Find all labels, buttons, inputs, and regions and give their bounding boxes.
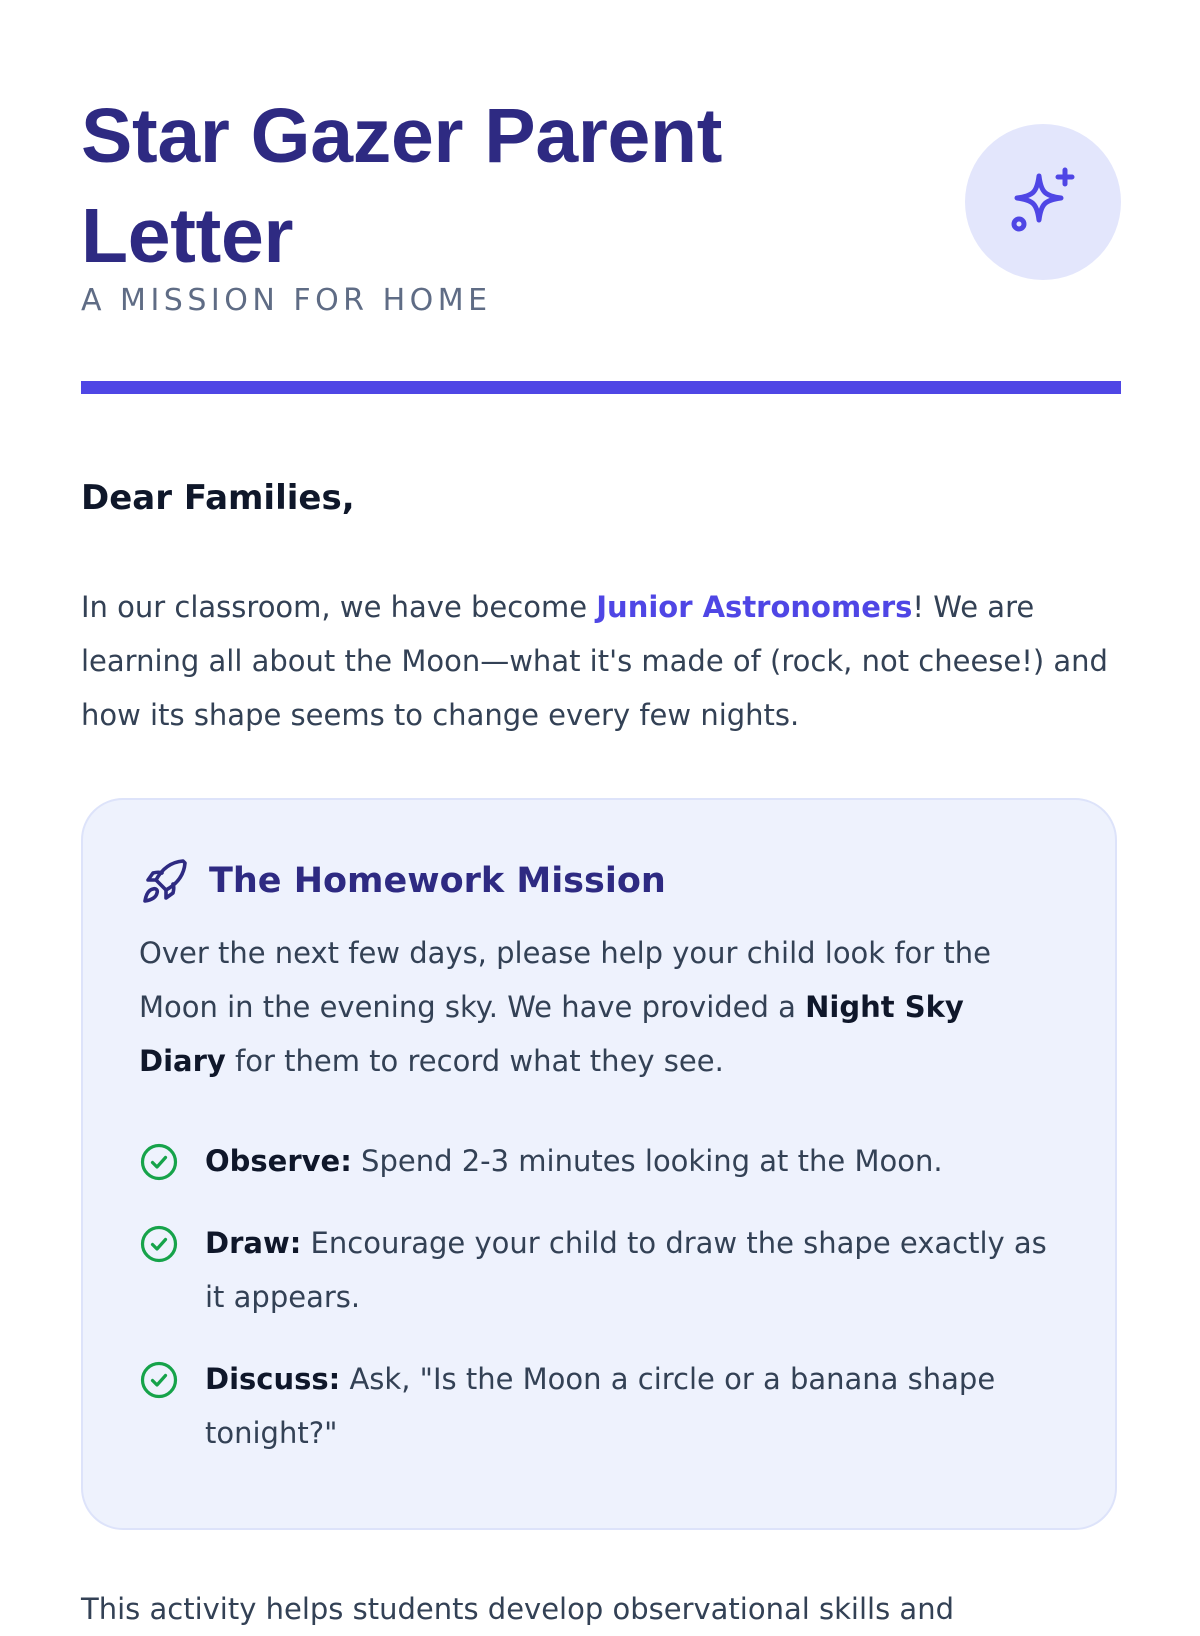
intro-highlight: Junior Astronomers [596,590,913,624]
mission-steps [139,1134,1059,1460]
mission-title: The Homework Mission [209,861,666,901]
step-text [205,1216,1059,1324]
check-circle-icon [139,1360,179,1400]
list-item [139,1216,1059,1324]
sparkles-badge [965,124,1121,280]
page-title: Star Gazer Parent Letter [81,93,723,279]
mission-description [139,926,1059,1088]
rocket-icon [139,855,191,907]
step-body: Spend 2-3 minutes looking at the Moon. [351,1144,943,1178]
mission-text-start: Over the next few days, please help your child look for the Moon in the evening sky. We have provided a [139,936,992,1024]
step-label: Discuss: [205,1362,341,1396]
letter-header [81,0,1121,395]
mission-text-end: for them to record what they see. [225,1044,724,1078]
check-circle-icon [139,1142,179,1182]
step-body: Ask, "Is the Moon a circle or a banana shape tonight?" [205,1362,996,1450]
intro-paragraph [81,580,1121,742]
step-label: Observe: [205,1144,352,1178]
list-item [139,1134,1059,1188]
homework-mission-card [81,798,1117,1530]
sparkles-icon [1003,162,1083,242]
salutation: Dear Families, [81,478,355,518]
header-divider [81,381,1121,394]
step-body: Encourage your child to draw the shape exactly as it appears. [205,1226,1047,1314]
step-label: Draw: [205,1226,302,1260]
mission-text-bold: Night Sky Diary [139,990,964,1078]
step-text [205,1352,1059,1460]
intro-text-start: In our classroom, we have become [81,590,597,624]
list-item [139,1352,1059,1460]
intro-text-end: ! We are learning all about the Moon—what it's made of (rock, not cheese!) and how its shape seems to change every few nights. [81,590,1108,732]
letter-page [81,0,1121,1626]
page-subtitle: A MISSION FOR HOME [81,283,492,318]
check-circle-icon [139,1224,179,1264]
closing-paragraph: This activity helps students develop observational skills and [81,1592,954,1626]
mission-header [139,852,1059,910]
step-text [205,1134,1059,1188]
